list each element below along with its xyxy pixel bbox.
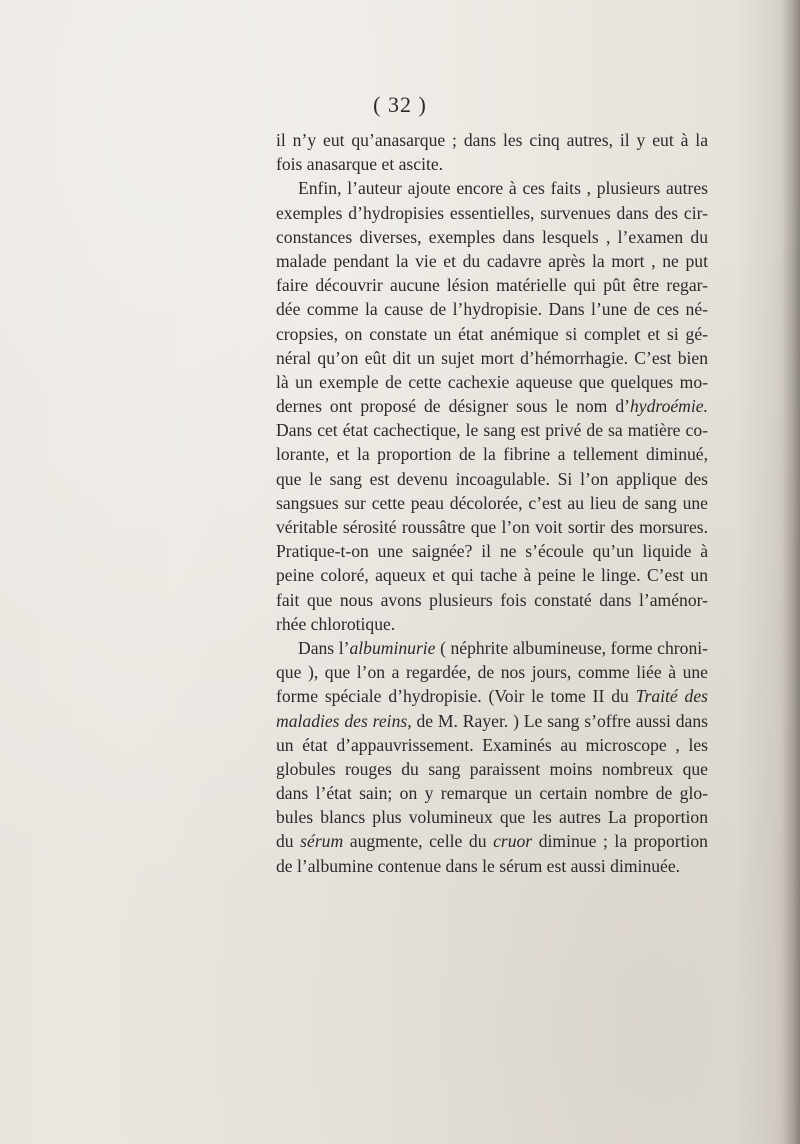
text-segment: forme spéciale d’hydropisie. (Voir le tome II du (276, 686, 636, 707)
text-line: véritable sérosité roussâtre que l’on voit sortir des morsures. (276, 517, 708, 537)
text-segment: diminue ; la proportion (532, 831, 708, 852)
italic-term: maladies des reins, (276, 710, 412, 731)
text-line: dée comme la cause de l’hydropisie. Dans l’une de ces né- (276, 299, 708, 320)
text-line: faire découvrir aucune lésion matérielle qui pût être regar- (276, 275, 708, 296)
text-line: que le sang est devenu incoagulable. Si l’on applique des (276, 468, 708, 489)
text-line: il n’y eut qu’anasarque ; dans les cinq autres, il y eut à la (276, 130, 708, 150)
text-segment: de M. Rayer. ) Le sang s’offre aussi dans (411, 710, 708, 731)
text-line (276, 636, 708, 660)
text-line: de l’albumine contenue dans le sérum est aussi diminuée. (276, 855, 681, 876)
italic-term: sérum (300, 831, 344, 852)
text-line: dans l’état sain; on y remarque un certain nombre de glo- (276, 783, 708, 804)
text-segment: ( néphrite albumineuse, forme chroni- (435, 637, 708, 658)
text-line (276, 684, 708, 708)
text-line: exemples d’hydropisies essentielles, survenues dans des cir- (276, 202, 708, 223)
text-line: néral qu’on eût dit un sujet mort d’hémorrhagie. C’est bien (276, 347, 708, 368)
text-segment: Dans l’ (298, 637, 350, 658)
page-edge-shadow (782, 0, 800, 1144)
italic-term: cruor (493, 831, 533, 852)
text-line: constances diverses, exemples dans lesquels , l’examen du (276, 226, 708, 247)
text-segment: dernes ont proposé de désigner sous le nom d’ (276, 396, 630, 417)
text-line: sangsues sur cette peau décolorée, c’est au lieu de sang une (276, 492, 708, 513)
text-line: Dans cet état cachectique, le sang est privé de sa matière co- (276, 420, 708, 441)
text-line: là un exemple de cette cachexie aqueuse que quelques mo- (276, 371, 708, 392)
text-line: lorante, et la proportion de la fibrine a tellement diminué, (276, 444, 708, 465)
text-line: globules rouges du sang paraissent moins nombreux que (276, 758, 708, 779)
text-line (276, 829, 708, 853)
italic-term: Traité des (635, 686, 708, 707)
text-line: cropsies, on constate un état anémique si complet et si gé- (276, 323, 708, 344)
text-line: que ), que l’on a regardée, de nos jours, comme liée à une (276, 662, 708, 683)
text-line: Enfin, l’auteur ajoute encore à ces faits , plusieurs autres (298, 178, 708, 199)
italic-term: albuminurie (349, 637, 436, 658)
body-text (276, 128, 708, 878)
text-line: malade pendant la vie et du cadavre après la mort , ne put (276, 250, 708, 271)
text-line: fait que nous avons plusieurs fois constaté dans l’aménor- (276, 589, 708, 610)
text-line (276, 709, 708, 733)
text-line: peine coloré, aqueux et qui tache à peine le linge. C’est un (276, 565, 708, 586)
text-line (276, 394, 708, 418)
text-segment: augmente, celle du (343, 831, 494, 852)
text-segment: du (276, 831, 301, 852)
page-number: ( 32 ) (373, 92, 427, 117)
italic-term: hydroémie. (629, 396, 708, 417)
text-line: bules blancs plus volumineux que les autres La proportion (276, 807, 708, 828)
text-line: un état d’appauvrissement. Examinés au microscope , les (276, 734, 708, 755)
text-line: rhée chlorotique. (276, 613, 396, 634)
text-line: fois anasarque et ascite. (276, 154, 444, 175)
text-line: Pratique-t-on une saignée? il ne s’écoule qu’un liquide à (276, 541, 708, 562)
